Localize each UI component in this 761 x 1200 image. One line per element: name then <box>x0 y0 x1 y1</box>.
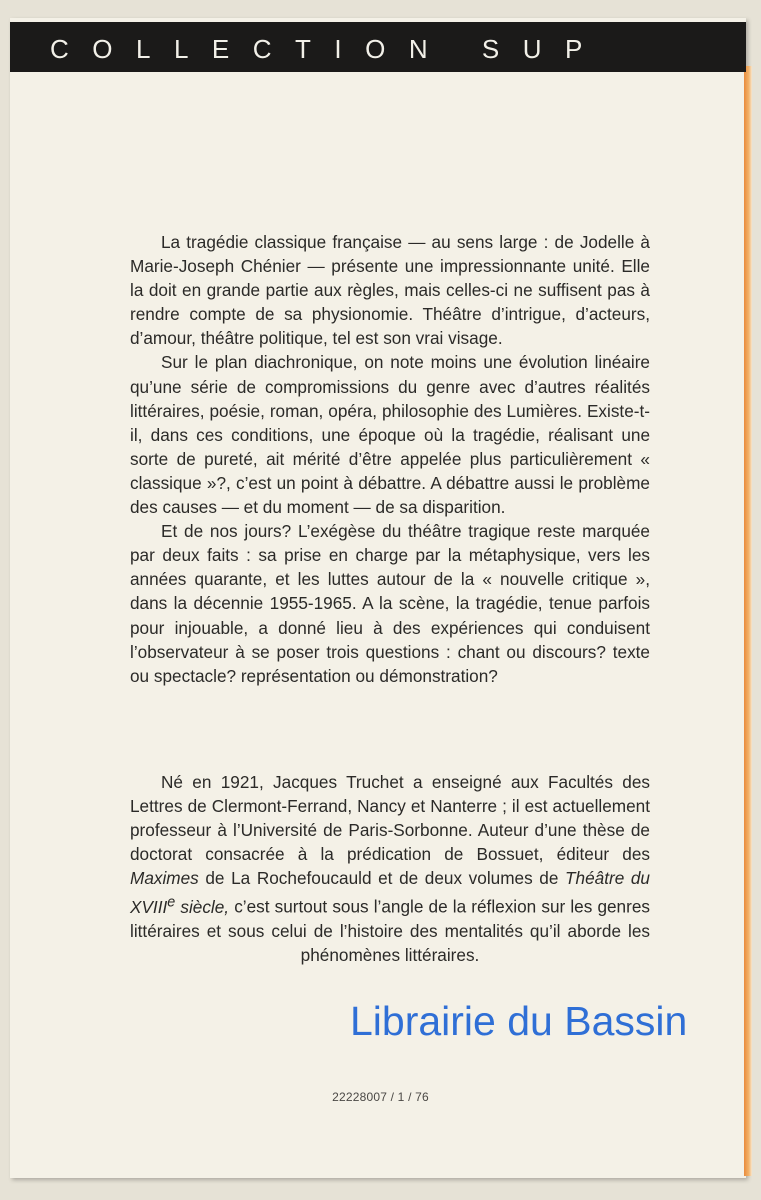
bio-title-theatre-main: Théâtre du XVIII <box>130 868 650 918</box>
bio-title-sup: e <box>167 894 176 911</box>
blurb-text <box>130 230 650 688</box>
collection-title: COLLECTION SUP <box>50 34 606 64</box>
catalog-code: 22228007 / 1 / 76 <box>332 1090 429 1104</box>
blurb-paragraph-1: La tragédie classique française — au sens large : de Jodelle à Marie-Joseph Chénier — présente une impressionnante unité. Elle la doit en grande partie aux règles, mais celles-ci ne suffisent pas à rendre compte de sa physionomie. Théâtre d’intrigue, d’acteurs, d’amour, théâtre politique, tel est son vrai visage. <box>130 232 650 349</box>
author-bio-paragraph <box>130 770 650 967</box>
blurb-paragraph-3: Et de nos jours? L’exégèse du théâtre tragique reste marquée par deux faits : sa prise en charge par la métaphysique, vers les années quarante, et les luttes autour de la « nouvelle critique », dans la décennie 1955-1965. A la scène, la tragédie, tenue parfois pour injouable, a donné lieu à des expériences qui conduisent l’observateur à se poser trois questions : chant ou discours? texte ou spectacle? représentation ou démonstration? <box>130 521 650 686</box>
orange-spine-edge <box>744 66 752 1176</box>
author-bio <box>130 770 650 967</box>
bio-title-maximes: Maximes <box>130 868 199 889</box>
bio-text-2: de La Rochefoucauld et de deux volumes de <box>198 868 566 889</box>
bio-title-siecle: siècle, <box>175 897 230 918</box>
bio-text-1: Né en 1921, Jacques Truchet a enseigné aux Facultés des Lettres de Clermont-Ferrand, Nancy et Nanterre ; il est actuellement professeur à l’Université de Paris-Sorbonne. Auteur d’une thèse de doctorat consacrée à la prédication de Bossuet, éditeur des <box>130 772 650 865</box>
shop-watermark: Librairie du Bassin <box>350 998 688 1044</box>
bio-text-3: c’est surtout sous l’angle de la réflexion sur les genres littéraires et sous celui de l’histoire des mentalités qu’il aborde les phénomènes littéraires. <box>130 897 650 966</box>
blurb-paragraph-2: Sur le plan diachronique, on note moins une évolution linéaire qu’une série de compromissions du genre avec d’autres réalités littéraires, poésie, roman, opéra, philosophie des Lumières. Existe-t-il, dans ces conditions, une époque où la tragédie, réalisant une sorte de pureté, ait mérité d’être appelée plus particulièrement « classique »?, c’est un point à débattre. A débattre aussi le problème des causes — et du moment — de sa disparition. <box>130 352 650 518</box>
